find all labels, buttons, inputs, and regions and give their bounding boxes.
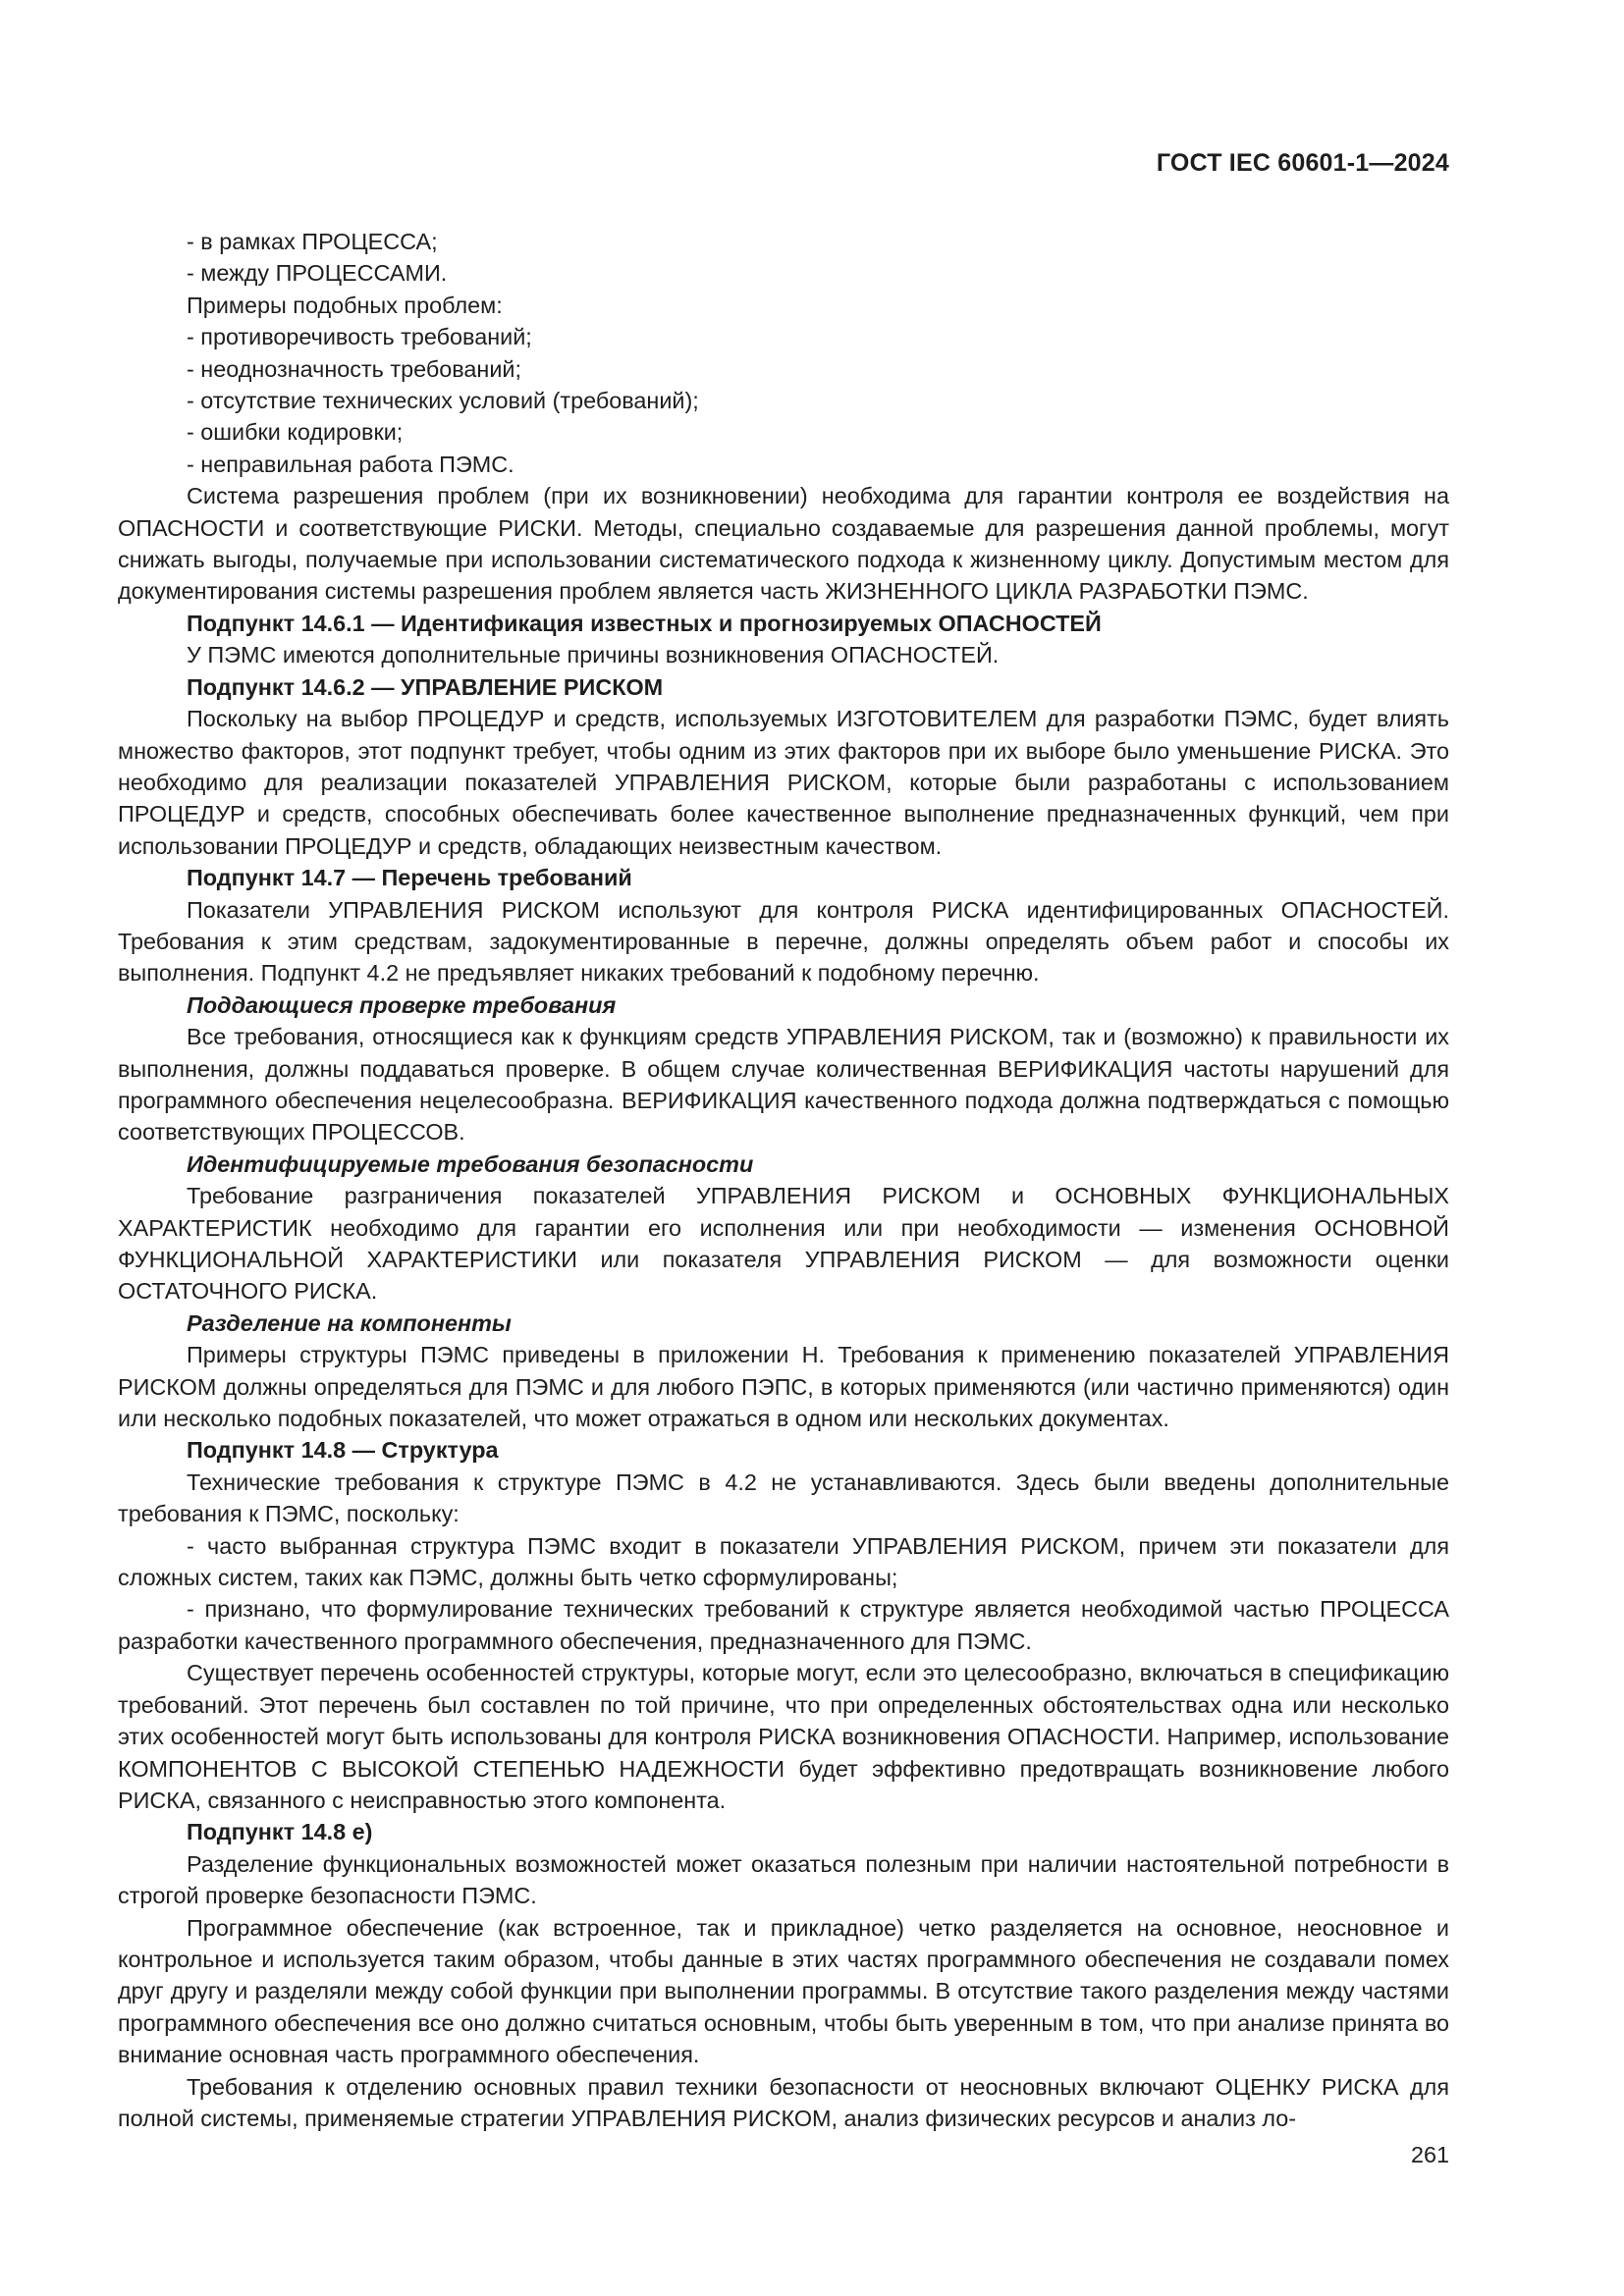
body-paragraph: Показатели УПРАВЛЕНИЯ РИСКОМ используют для контроля РИСКА идентифицированных ОПАСНОСТЕЙ. Требования к этим средствам, задокументированные в перечне, должны определять объем работ и способы их выполнения. Подпункт 4.2 не предъявляет никаких требований к подобному перечню. — [118, 896, 1449, 987]
body-paragraph: - отсутствие технических условий (требований); — [187, 388, 699, 414]
body-paragraph: Требование разграничения показателей УПРАВЛЕНИЯ РИСКОМ и ОСНОВНЫХ ФУНКЦИОНАЛЬНЫХ ХАРАКТЕРИСТИК необходимо для гарантии его исполнения или при необходимости — изменения ОСНОВНОЙ ФУНКЦИОНАЛЬНОЙ ХАРАКТЕРИСТИКИ или показателя УПРАВЛЕНИЯ РИСКОМ — для возможности оценки ОСТАТОЧНОГО РИСКА. — [118, 1183, 1449, 1305]
body-paragraph: - признано, что формулирование технических требований к структуре является необходимой частью ПРОЦЕССА разработки качественного программного обеспечения, предназначенного для ПЭМС. — [118, 1596, 1449, 1654]
body-paragraph: - в рамках ПРОЦЕССА; — [187, 229, 438, 254]
body-paragraph: Поскольку на выбор ПРОЦЕДУР и средств, используемых ИЗГОТОВИТЕЛЕМ для разработки ПЭМС, будет влиять множество факторов, этот подпункт требует, чтобы одним из этих факторов при их выборе было уменьшение РИСКА. Это необходимо для реализации показателей УПРАВЛЕНИЯ РИСКОМ, которые были разработаны с использованием ПРОЦЕДУР и средств, способных обеспечивать более качественное выполнение предназначенных функций, чем при использовании ПРОЦЕДУР и средств, обладающих неизвестным качеством. — [118, 706, 1449, 859]
body-paragraph: Требования к отделению основных правил техники безопасности от неосновных включают ОЦЕНКУ РИСКА для полной системы, применяемые стратегии УПРАВЛЕНИЯ РИСКОМ, анализ физических ресурсов и анализ ло- — [118, 2073, 1449, 2131]
body-paragraph: - ошибки кодировки; — [187, 419, 404, 446]
body-paragraph: - между ПРОЦЕССАМИ. — [187, 260, 448, 287]
body-paragraph: - часто выбранная структура ПЭМС входит в показатели УПРАВЛЕНИЯ РИСКОМ, причем эти показатели для сложных систем, таких как ПЭМС, должны быть четко сформулированы; — [118, 1532, 1449, 1591]
body-paragraph: - противоречивость требований; — [187, 324, 532, 350]
body-paragraph: - неправильная работа ПЭМС. — [187, 451, 514, 477]
section-subheading: Разделение на компоненты — [187, 1309, 512, 1336]
section-subheading: Поддающиеся проверке требования — [187, 991, 617, 1018]
page-number: 261 — [1410, 2142, 1449, 2167]
section-heading: Подпункт 14.8 е) — [187, 1819, 373, 1845]
body-paragraph: Система разрешения проблем (при их возникновении) необходима для гарантии контроля ее воздействия на ОПАСНОСТИ и соответствующие РИСКИ. Методы, специально создаваемые для разрешения данной проблемы, могут снижать выгоды, получаемые при использовании систематического подхода к жизненному циклу. Допустимым местом для документирования системы разрешения проблем является часть ЖИЗНЕННОГО ЦИКЛА РАЗРАБОТКИ ПЭМС. — [118, 483, 1449, 605]
body-paragraph: У ПЭМС имеются дополнительные причины возникновения ОПАСНОСТЕЙ. — [187, 642, 1000, 668]
document-body — [118, 226, 1449, 2134]
body-paragraph: - неоднозначность требований; — [187, 355, 521, 382]
body-paragraph: Примеры подобных проблем: — [187, 292, 503, 318]
section-subheading: Идентифицируемые требования безопасности — [187, 1150, 754, 1177]
section-heading: Подпункт 14.7 — Перечень требований — [187, 865, 632, 891]
section-heading: Подпункт 14.6.2 — УПРАВЛЕНИЕ РИСКОМ — [187, 673, 664, 700]
body-paragraph: Технические требования к структуре ПЭМС в 4.2 не устанавливаются. Здесь были введены дополнительные требования к ПЭМС, поскольку: — [118, 1468, 1449, 1527]
document-code-header: ГОСТ IEC 60601-1—2024 — [1156, 149, 1449, 177]
body-paragraph: Примеры структуры ПЭМС приведены в приложении Н. Требования к применению показателей УПРАВЛЕНИЯ РИСКОМ должны определяться для ПЭМС и для любого ПЭПС, в которых применяются (или частично применяются) один или несколько подобных показателей, что может отражаться в одном или нескольких документах. — [118, 1342, 1449, 1432]
body-paragraph: Программное обеспечение (как встроенное, так и прикладное) четко разделяется на основное, неосновное и контрольное и используется таким образом, чтобы данные в этих частях программного обеспечения не создавали помех друг другу и разделяли между собой функции при выполнении программы. В отсутствие такого разделения между частями программного обеспечения все оно должно считаться основным, чтобы быть уверенным в том, что при анализе принята во внимание основная часть программного обеспечения. — [118, 1914, 1449, 2068]
section-heading: Подпункт 14.8 — Структура — [187, 1437, 499, 1464]
body-paragraph: Существует перечень особенностей структуры, которые могут, если это целесообразно, включаться в спецификацию требований. Этот перечень был составлен по той причине, что при определенных обстоятельствах одна или несколько этих особенностей могут быть использованы для контроля РИСКА возникновения ОПАСНОСТИ. Например, использование КОМПОНЕНТОВ С ВЫСОКОЙ СТЕПЕНЬЮ НАДЕЖНОСТИ будет эффективно предотвращать возникновение любого РИСКА, связанного с неисправностью этого компонента. — [118, 1660, 1449, 1813]
body-paragraph: Разделение функциональных возможностей может оказаться полезным при наличии настоятельной потребности в строгой проверке безопасности ПЭМС. — [118, 1850, 1449, 1909]
section-heading: Подпункт 14.6.1 — Идентификация известных и прогнозируемых ОПАСНОСТЕЙ — [187, 610, 1102, 636]
body-paragraph: Все требования, относящиеся как к функциям средств УПРАВЛЕНИЯ РИСКОМ, так и (возможно) к правильности их выполнения, должны поддаваться проверке. В общем случае количественная ВЕРИФИКАЦИЯ частоты нарушений для программного обеспечения нецелесообразна. ВЕРИФИКАЦИЯ качественного подхода должна подтверждаться с помощью соответствующих ПРОЦЕССОВ. — [118, 1024, 1449, 1146]
